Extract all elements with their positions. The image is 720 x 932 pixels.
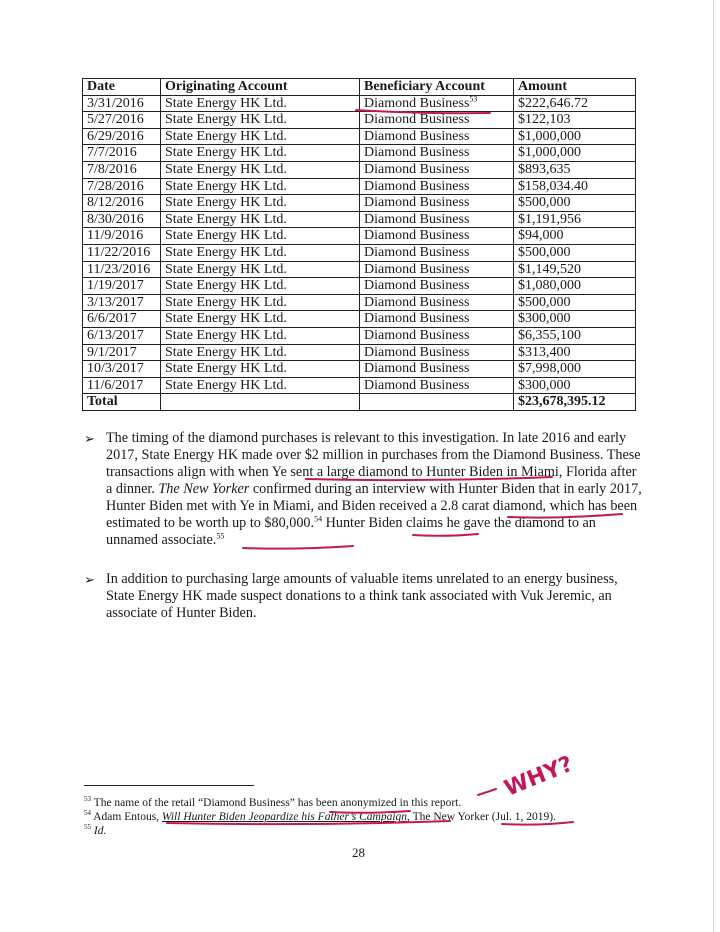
date-cell: 5/27/2016: [83, 112, 161, 129]
table-row: [83, 244, 636, 261]
table-row: [83, 278, 636, 295]
originating-account-cell: State Energy HK Ltd.: [161, 112, 360, 129]
header-originating-account: Originating Account: [161, 79, 360, 96]
amount-cell: $500,000: [514, 294, 636, 311]
beneficiary-account-cell: Diamond Business: [360, 294, 514, 311]
beneficiary-account-cell: Diamond Business: [360, 278, 514, 295]
originating-account-cell: State Energy HK Ltd.: [161, 128, 360, 145]
table-header-row: [83, 79, 636, 96]
bullet-paragraph: In addition to purchasing large amounts of valuable items unrelated to an energy business, State Energy HK made suspect donations to a think tank associated with Vuk Jeremic, an associate of Hunter Biden.: [106, 571, 618, 621]
originating-account-cell: State Energy HK Ltd.: [161, 178, 360, 195]
beneficiary-account-cell: Diamond Business: [360, 228, 514, 245]
beneficiary-account-cell: Diamond Business: [360, 344, 514, 361]
date-cell: 1/19/2017: [83, 278, 161, 295]
originating-account-cell: State Energy HK Ltd.: [161, 377, 360, 394]
beneficiary-account-cell: Diamond Business: [360, 195, 514, 212]
bullet-paragraph: [106, 430, 644, 549]
footnote-55: [84, 824, 644, 838]
beneficiary-account-cell: Diamond Business: [360, 327, 514, 344]
table-row: [83, 145, 636, 162]
beneficiary-account-cell: Diamond Business: [360, 361, 514, 378]
originating-account-cell: State Energy HK Ltd.: [161, 145, 360, 162]
total-row: [83, 394, 636, 411]
footnote-separator: [84, 785, 254, 786]
originating-account-cell: State Energy HK Ltd.: [161, 228, 360, 245]
table-row: [83, 211, 636, 228]
footnote-text: The name of the retail “Diamond Business” has been anonymized in this report.: [91, 797, 462, 809]
footnote-ref: 55: [216, 531, 225, 541]
originating-account-cell: State Energy HK Ltd.: [161, 211, 360, 228]
date-cell: 6/29/2016: [83, 128, 161, 145]
bullet-arrow-icon: ➢: [84, 431, 95, 446]
amount-cell: $6,355,100: [514, 327, 636, 344]
footnote-ref: 54: [314, 514, 323, 524]
date-cell: 6/6/2017: [83, 311, 161, 328]
date-cell: 8/30/2016: [83, 211, 161, 228]
originating-account-cell: State Energy HK Ltd.: [161, 361, 360, 378]
beneficiary-account-cell: Diamond Business: [360, 178, 514, 195]
table-row: [83, 261, 636, 278]
amount-cell: $1,191,956: [514, 211, 636, 228]
footnote-text: Adam Entous,: [91, 811, 162, 823]
footnote-53: [84, 796, 644, 810]
date-cell: 11/22/2016: [83, 244, 161, 261]
date-cell: 10/3/2017: [83, 361, 161, 378]
table-row: [83, 195, 636, 212]
footnote-ref: 53: [469, 93, 478, 103]
table-row: [83, 112, 636, 129]
date-cell: 11/23/2016: [83, 261, 161, 278]
footnote-number: 55: [84, 823, 91, 832]
originating-account-cell: State Energy HK Ltd.: [161, 195, 360, 212]
table-row: [83, 311, 636, 328]
amount-cell: $313,400: [514, 344, 636, 361]
amount-cell: $500,000: [514, 195, 636, 212]
originating-account-cell: State Energy HK Ltd.: [161, 161, 360, 178]
dash-mark: [478, 789, 496, 795]
originating-account-cell: State Energy HK Ltd.: [161, 95, 360, 112]
table-row: [83, 178, 636, 195]
table-row: [83, 128, 636, 145]
beneficiary-account-cell: Diamond Business$^{53}$: [360, 95, 514, 112]
table-row: [83, 161, 636, 178]
date-cell: 7/7/2016: [83, 145, 161, 162]
table-row: [83, 361, 636, 378]
paragraph-text: Hunter Biden claims he gave the diamond to an unnamed associate.: [106, 515, 596, 548]
header-date: Date: [83, 79, 161, 96]
originating-account-cell: State Energy HK Ltd.: [161, 327, 360, 344]
amount-cell: $122,103: [514, 112, 636, 129]
handwritten-question: WHY?: [501, 751, 577, 802]
footnote-text: , The New Yorker (Jul. 1, 2019).: [407, 811, 556, 823]
beneficiary-account-cell: Diamond Business: [360, 244, 514, 261]
date-cell: 11/9/2016: [83, 228, 161, 245]
amount-cell: $300,000: [514, 311, 636, 328]
originating-account-cell: State Energy HK Ltd.: [161, 261, 360, 278]
table-row: [83, 344, 636, 361]
table-row: [83, 377, 636, 394]
bullet-arrow-icon: ➢: [84, 572, 95, 587]
paragraph-text: confirmed during an interview with Hunter Biden that in early 2017, Hunter Biden met with Ye in Miami, and Biden received a 2.8 carat diamond, which has been estimated to be worth up to $80,000.: [106, 481, 642, 531]
date-cell: 7/8/2016: [83, 161, 161, 178]
beneficiary-account-cell: Diamond Business: [360, 311, 514, 328]
footnote-number: 54: [84, 809, 91, 818]
footnote-text: Id.: [91, 825, 107, 837]
page-edge-line: [713, 0, 714, 932]
article-title: Will Hunter Biden Jeopardize his Father’s Campaign: [161, 811, 408, 823]
beneficiary-account-cell: Diamond Business: [360, 112, 514, 129]
publication-name: The New Yorker: [158, 481, 250, 497]
table-row: [83, 327, 636, 344]
amount-cell: $7,998,000: [514, 361, 636, 378]
beneficiary-account-cell: Diamond Business: [360, 145, 514, 162]
amount-cell: $1,000,000: [514, 145, 636, 162]
date-cell: 6/13/2017: [83, 327, 161, 344]
date-cell: 11/6/2017: [83, 377, 161, 394]
page-number: 28: [352, 845, 365, 860]
total-amount: $23,678,395.12: [514, 394, 636, 411]
amount-cell: $300,000: [514, 377, 636, 394]
amount-cell: $94,000: [514, 228, 636, 245]
table-body: [83, 95, 636, 410]
amount-cell: $1,000,000: [514, 128, 636, 145]
date-cell: 7/28/2016: [83, 178, 161, 195]
table-row: [83, 294, 636, 311]
originating-account-cell: State Energy HK Ltd.: [161, 244, 360, 261]
originating-account-cell: State Energy HK Ltd.: [161, 278, 360, 295]
originating-account-cell: State Energy HK Ltd.: [161, 344, 360, 361]
originating-account-cell: State Energy HK Ltd.: [161, 311, 360, 328]
beneficiary-account-cell: Diamond Business: [360, 261, 514, 278]
date-cell: 8/12/2016: [83, 195, 161, 212]
amount-cell: $1,149,520: [514, 261, 636, 278]
beneficiary-account-cell: Diamond Business: [360, 128, 514, 145]
amount-cell: $893,635: [514, 161, 636, 178]
originating-account-cell: State Energy HK Ltd.: [161, 294, 360, 311]
total-label: Total: [83, 394, 161, 411]
amount-cell: $222,646.72: [514, 95, 636, 112]
empty-cell: [360, 394, 514, 411]
date-cell: 3/31/2016: [83, 95, 161, 112]
beneficiary-account-cell: Diamond Business: [360, 211, 514, 228]
table-row: [83, 95, 636, 112]
transactions-table: [82, 78, 636, 411]
footnote-number: 53: [84, 795, 91, 804]
paragraph-text: The timing of the diamond purchases is relevant to this investigation. In late 2016 and early 2017, State Energy HK made over $2 million in purchases from the Diamond Business. These transactions align with when Ye sent a large diamond to Hunter Biden in Miami, Florida after a dinner.: [106, 430, 641, 497]
beneficiary-account-cell: Diamond Business: [360, 377, 514, 394]
amount-cell: $158,034.40: [514, 178, 636, 195]
header-beneficiary-account: Beneficiary Account: [360, 79, 514, 96]
beneficiary-account-cell: Diamond Business: [360, 161, 514, 178]
amount-cell: $500,000: [514, 244, 636, 261]
amount-cell: $1,080,000: [514, 278, 636, 295]
date-cell: 9/1/2017: [83, 344, 161, 361]
table-row: [83, 228, 636, 245]
date-cell: 3/13/2017: [83, 294, 161, 311]
footnote-54: [84, 810, 644, 824]
header-amount: Amount: [514, 79, 636, 96]
empty-cell: [161, 394, 360, 411]
